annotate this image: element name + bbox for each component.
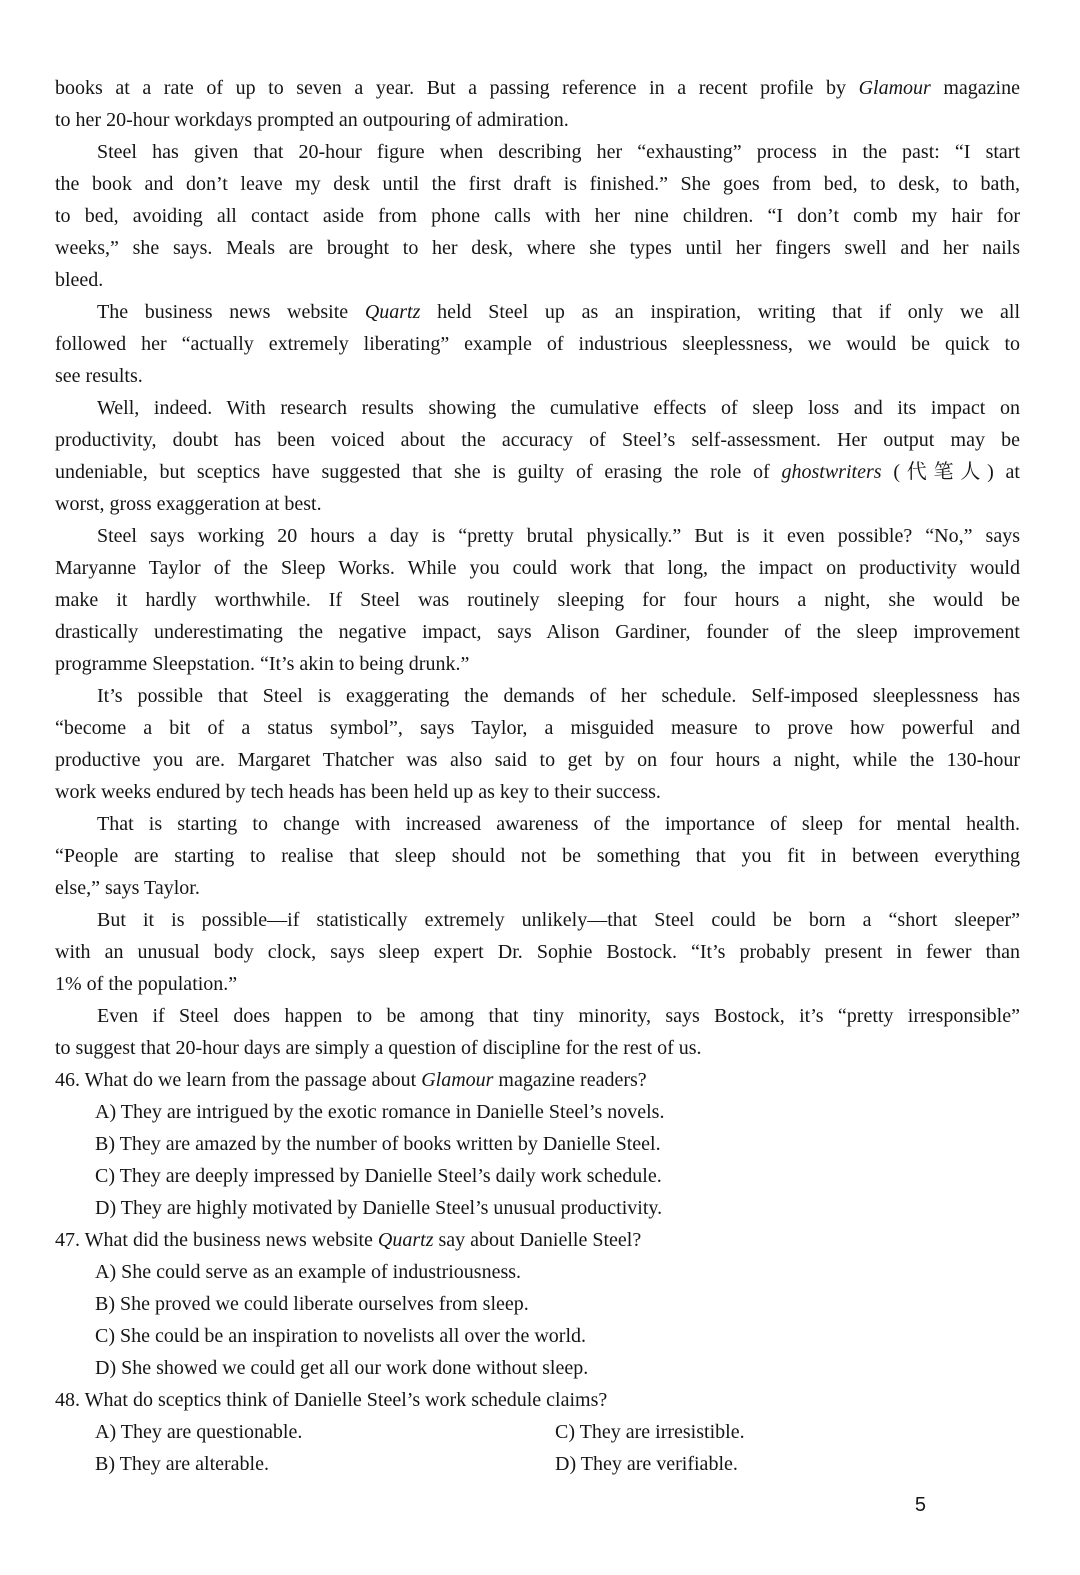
answer-option: A) She could serve as an example of industriousness. bbox=[95, 1261, 522, 1283]
answer-option: C) They are deeply impressed by Danielle Steel’s daily work schedule. bbox=[95, 1165, 662, 1187]
text-run: worst, gross exaggeration at best. bbox=[55, 493, 322, 515]
text-run: weeks,” she says. Meals are brought to her desk, where she types until her fingers swell and her nails bbox=[55, 237, 1020, 259]
answer-option: D) They are highly motivated by Danielle Steel’s unusual productivity. bbox=[95, 1197, 663, 1219]
text-run: Steel says working 20 hours a day is “pretty brutal physically.” But is it even possible? “No,” says bbox=[97, 525, 1020, 547]
answer-option: D) They are verifiable. bbox=[555, 1453, 738, 1475]
text-run: productivity, doubt has been voiced about the accuracy of Steel’s self-assessment. Her output may be bbox=[55, 429, 1020, 451]
text-run: 47. What did the business news website bbox=[55, 1229, 378, 1251]
text-run: undeniable, but sceptics have suggested that she is guilty of erasing the role of bbox=[55, 461, 782, 483]
text-run: bleed. bbox=[55, 269, 104, 291]
answer-option: C) She could be an inspiration to novelists all over the world. bbox=[95, 1325, 587, 1347]
text-run: The business news website bbox=[97, 301, 365, 323]
text-run: It’s possible that Steel is exaggerating the demands of her schedule. Self-imposed sleeplessness has bbox=[97, 685, 1020, 707]
passage-line bbox=[55, 456, 1020, 488]
passage-line bbox=[55, 1000, 1020, 1032]
passage-line bbox=[55, 840, 1020, 872]
passage-line bbox=[55, 392, 1020, 424]
text-run: productive you are. Margaret Thatcher was also said to get by on four hours a night, while the 130-hour bbox=[55, 749, 1020, 771]
text-run: else,” says Taylor. bbox=[55, 877, 200, 899]
passage-line bbox=[55, 72, 1020, 104]
passage-line bbox=[55, 328, 1020, 360]
question-section bbox=[55, 1064, 1020, 1480]
page-number: 5 bbox=[914, 1494, 926, 1516]
text-run: make it hardly worthwhile. If Steel was routinely sleeping for four hours a night, she would be bbox=[55, 589, 1020, 611]
question-stem bbox=[55, 1384, 1020, 1416]
question-stem bbox=[55, 1064, 1020, 1096]
italic-term: ghostwriters bbox=[781, 461, 882, 483]
passage-line bbox=[55, 168, 1020, 200]
text-run: But it is possible—if statistically extremely unlikely—that Steel could be born a “short sleeper” bbox=[97, 909, 1020, 931]
answer-option: A) They are questionable. bbox=[95, 1421, 303, 1443]
passage-line bbox=[55, 232, 1020, 264]
text-run: Steel has given that 20-hour figure when describing her “exhausting” process in the past: “I start bbox=[97, 141, 1020, 163]
passage-line bbox=[55, 680, 1020, 712]
text-run: the book and don’t leave my desk until the first draft is finished.” She goes from bed, to desk, to bath, bbox=[55, 173, 1020, 195]
text-run: Well, indeed. With research results showing the cumulative effects of sleep loss and its impact on bbox=[97, 397, 1020, 419]
passage-line bbox=[55, 584, 1020, 616]
text-run: programme Sleepstation. “It’s akin to being drunk.” bbox=[55, 653, 470, 675]
italic-term: Glamour bbox=[421, 1069, 494, 1091]
exam-page bbox=[55, 72, 1020, 1480]
text-run: 46. What do we learn from the passage about bbox=[55, 1069, 422, 1091]
passage-line bbox=[55, 872, 1020, 904]
passage-line bbox=[55, 648, 1020, 680]
answer-option: A) They are intrigued by the exotic romance in Danielle Steel’s novels. bbox=[95, 1101, 665, 1123]
passage-line bbox=[55, 712, 1020, 744]
passage-line bbox=[55, 424, 1020, 456]
passage-line bbox=[55, 104, 1020, 136]
answer-option: C) They are irresistible. bbox=[555, 1421, 745, 1443]
passage-line bbox=[55, 360, 1020, 392]
question-stem bbox=[55, 1224, 1020, 1256]
text-run: 1% of the population.” bbox=[55, 973, 238, 995]
answer-option: B) They are amazed by the number of books written by Danielle Steel. bbox=[95, 1133, 661, 1155]
text-run: work weeks endured by tech heads has been held up as key to their success. bbox=[55, 781, 661, 803]
passage-line bbox=[55, 936, 1020, 968]
text-run: drastically underestimating the negative impact, says Alison Gardiner, founder of the sleep improvement bbox=[55, 621, 1020, 643]
passage-line bbox=[55, 136, 1020, 168]
passage-line bbox=[55, 488, 1020, 520]
text-run: magazine readers? bbox=[493, 1069, 647, 1091]
text-run: with an unusual body clock, says sleep expert Dr. Sophie Bostock. “It’s probably present in fewer than bbox=[55, 941, 1020, 963]
passage-line bbox=[55, 904, 1020, 936]
text-run: to suggest that 20-hour days are simply a question of discipline for the rest of us. bbox=[55, 1037, 702, 1059]
passage-line bbox=[55, 200, 1020, 232]
text-run: “become a bit of a status symbol”, says Taylor, a misguided measure to prove how powerful and bbox=[55, 717, 1020, 739]
italic-term: Quartz bbox=[377, 1229, 434, 1251]
text-run: (代笔人) at bbox=[881, 461, 1020, 483]
passage-line bbox=[55, 552, 1020, 584]
text-run: followed her “actually extremely liberating” example of industrious sleeplessness, we would be quick to bbox=[55, 333, 1020, 355]
passage-line bbox=[55, 520, 1020, 552]
passage-line bbox=[55, 1032, 1020, 1064]
text-run: 48. What do sceptics think of Danielle Steel’s work schedule claims? bbox=[55, 1389, 608, 1411]
passage-line bbox=[55, 264, 1020, 296]
answer-option: D) She showed we could get all our work done without sleep. bbox=[95, 1357, 589, 1379]
answer-option: B) She proved we could liberate ourselves from sleep. bbox=[95, 1293, 529, 1315]
text-run: books at a rate of up to seven a year. But a passing reference in a recent profile by bbox=[55, 77, 859, 99]
italic-term: Quartz bbox=[364, 301, 421, 323]
text-run: “People are starting to realise that sleep should not be something that you fit in between everything bbox=[55, 845, 1020, 867]
passage-line bbox=[55, 968, 1020, 1000]
text-run: say about Danielle Steel? bbox=[433, 1229, 642, 1251]
passage-line bbox=[55, 744, 1020, 776]
text-run: That is starting to change with increased awareness of the importance of sleep for mental health. bbox=[97, 813, 1020, 835]
passage-line bbox=[55, 296, 1020, 328]
text-run: see results. bbox=[55, 365, 143, 387]
option-row bbox=[55, 1448, 1020, 1480]
text-run: to her 20-hour workdays prompted an outpouring of admiration. bbox=[55, 109, 569, 131]
text-run: magazine bbox=[930, 77, 1020, 99]
passage-line bbox=[55, 808, 1020, 840]
passage-line bbox=[55, 776, 1020, 808]
text-run: Even if Steel does happen to be among that tiny minority, says Bostock, it’s “pretty irresponsible” bbox=[97, 1005, 1020, 1027]
reading-passage bbox=[55, 72, 1020, 1064]
text-run: Maryanne Taylor of the Sleep Works. While you could work that long, the impact on productivity would bbox=[55, 557, 1020, 579]
option-row bbox=[55, 1416, 1020, 1448]
answer-option: B) They are alterable. bbox=[95, 1453, 269, 1475]
passage-line bbox=[55, 616, 1020, 648]
text-run: held Steel up as an inspiration, writing that if only we all bbox=[420, 301, 1020, 323]
italic-term: Glamour bbox=[858, 77, 931, 99]
text-run: to bed, avoiding all contact aside from phone calls with her nine children. “I don’t comb my hair for bbox=[55, 205, 1020, 227]
